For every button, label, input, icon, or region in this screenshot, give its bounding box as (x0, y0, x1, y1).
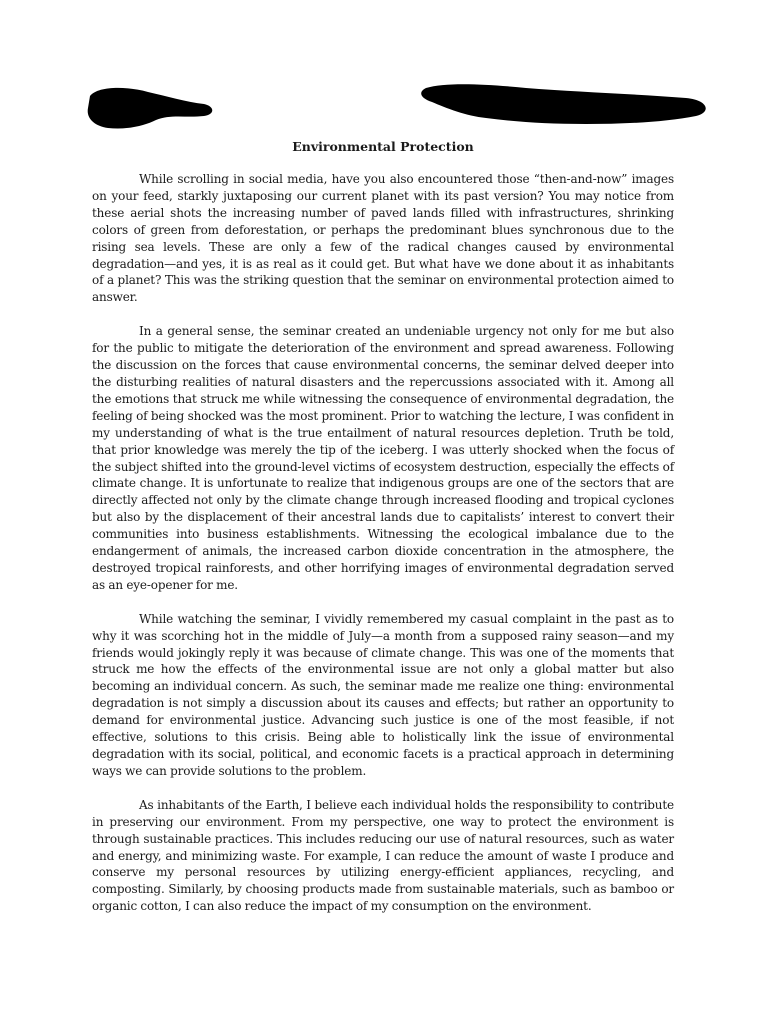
paragraph-1: While scrolling in social media, have you also encountered those “then-and-now” images on your feed, starkly juxtaposing our current planet with its past version? You may notice from these aerial shots the increasing number of paved lands filled with infrastructures, shrinking colors of green from deforestation, or perhaps the predominant blues synchronous due to the rising sea levels. These are only a few of the radical changes caused by environmental degradation—and yes, it is as real as it could get. But what have we done about it as inhabitants of a planet? This was the striking question that the seminar on environmental protection aimed to answer. (92, 172, 674, 305)
paragraph-4: As inhabitants of the Earth, I believe each individual holds the responsibility to contribute in preserving our environment. From my perspective, one way to protect the environment is through sustainable practices. This includes reducing our use of natural resources, such as water and energy, and minimizing waste. For example, I can reduce the amount of waste I produce and conserve my personal resources by utilizing energy-efficient appliances, recycling, and composting. Similarly, by choosing products made from sustainable materials, such as bamboo or organic cotton, I can also reduce the impact of my consumption on the environment. (92, 797, 674, 914)
redaction-stroke-left (88, 88, 213, 129)
document-body (92, 171, 674, 932)
paragraph-2: In a general sense, the seminar created an undeniable urgency not only for me but also for the public to mitigate the deterioration of the environment and spread awareness. Following the discussion on the forces that cause environmental concerns, the seminar delved deeper into the disturbing realities of natural disasters and the repercussions associated with it. Among all the emotions that struck me while witnessing the consequence of environmental degradation, the feeling of being shocked was the most prominent. Prior to watching the lecture, I was confident in my understanding of what is the true entailment of natural resources depletion. Truth be told, that prior knowledge was merely the tip of the iceberg. I was utterly shocked when the focus of the subject shifted into the ground-level victims of ecosystem destruction, especially the effects of climate change. It is unfortunate to realize that indigenous groups are one of the sectors that are directly affected not only by the climate change through increased flooding and tropical cyclones but also by the displacement of their ancestral lands due to capitalists’ interest to convert their communities into business establishments. Witnessing the ecological imbalance due to the endangerment of animals, the increased carbon dioxide concentration in the atmosphere, the destroyed tropical rainforests, and other horrifying images of environmental degradation served as an eye-opener for me. (92, 324, 674, 592)
paragraph-3: While watching the seminar, I vividly remembered my casual complaint in the past as to why it was scorching hot in the middle of July—a month from a supposed rainy season—and my friends would jokingly reply it was because of climate change. This was one of the moments that struck me how the effects of the environmental issue are not only a global matter but also becoming an individual concern. As such, the seminar made me realize one thing: environmental degradation is not simply a discussion about its causes and effects; but rather an opportunity to demand for environmental justice. Advancing such justice is one of the most feasible, if not effective, solutions to this crisis. Being able to holistically link the issue of environmental degradation with its social, political, and economic facets is a practical approach in determining ways we can provide solutions to the problem. (92, 611, 674, 778)
redaction-stroke-right (421, 84, 706, 124)
document-title: Environmental Protection (292, 139, 474, 154)
redaction-mark (86, 78, 716, 134)
